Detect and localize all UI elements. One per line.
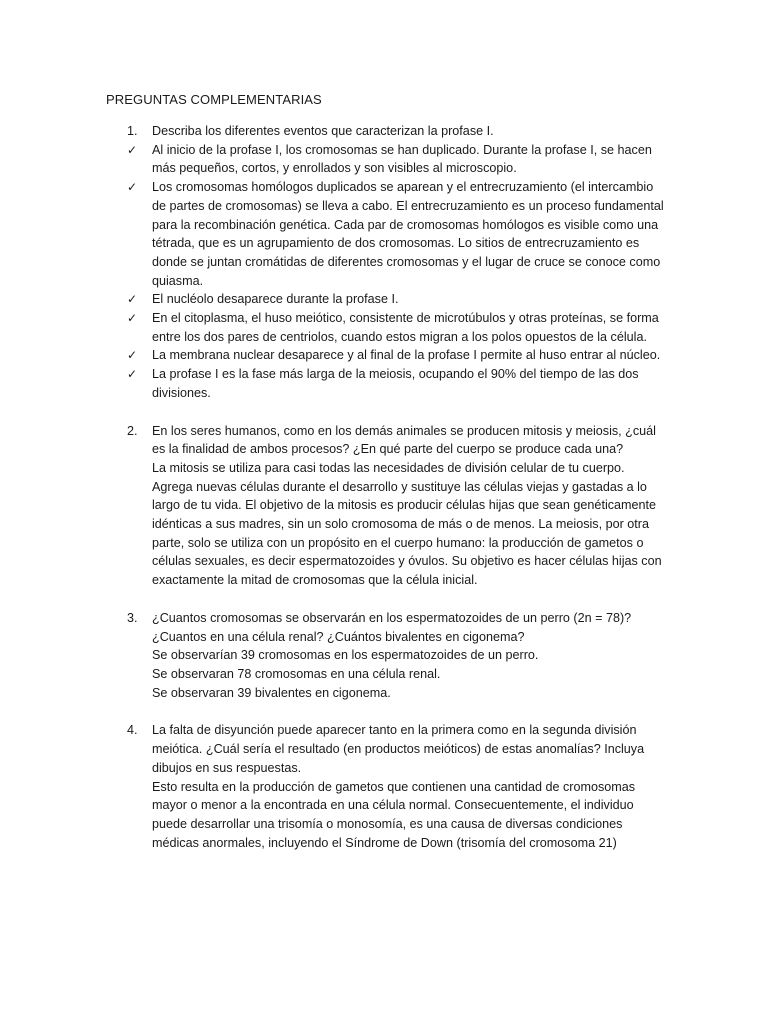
checkmark-icon: ✓ bbox=[127, 348, 138, 363]
question-number: 4. bbox=[127, 723, 138, 738]
question-text: ¿Cuantos cromosomas se observarán en los espermatozoides de un perro (2n = 78)? bbox=[152, 610, 632, 625]
spacer bbox=[106, 702, 666, 721]
question-text: La falta de disyunción puede aparecer tanto en la primera como en la segunda división meiótica. ¿Cuál sería el resultado (en productos meióticos) de estas anomalías? Incluya dibujos en sus respuestas. bbox=[152, 723, 645, 775]
answer-item bbox=[106, 346, 666, 365]
checkmark-icon: ✓ bbox=[127, 367, 138, 382]
answer-text: La profase I es la fase más larga de la meiosis, ocupando el 90% del tiempo de las dos divisiones. bbox=[152, 367, 639, 400]
question-3 bbox=[106, 609, 666, 628]
answer-text: En el citoplasma, el huso meiótico, consistente de microtúbulos y otras proteínas, se forma entre los dos pares de centriolos, cuando estos migran a los polos opuestos de la célula. bbox=[152, 311, 659, 344]
spacer bbox=[106, 403, 666, 422]
answer-text: El nucléolo desaparece durante la profase I. bbox=[152, 292, 399, 307]
answer-item bbox=[106, 178, 666, 290]
answer-item bbox=[106, 365, 666, 402]
document-title: PREGUNTAS COMPLEMENTARIAS bbox=[106, 92, 322, 107]
answer-text: Los cromosomas homólogos duplicados se aparean y el entrecruzamiento (el intercambio de partes de cromosomas) se lleva a cabo. El entrecruzamiento es un proceso fundamental para la recombinación genética. Cada par de cromosomas homólogos es visible como una tétrada, que es un agrupamiento de dos cromosomas. Lo sitios de entrecruzamiento es donde se juntan cromátidas de diferentes cromosomas y el lugar de cruce se conoce como quiasma. bbox=[152, 180, 664, 288]
checkmark-icon: ✓ bbox=[127, 292, 138, 307]
answer-line: Se observarían 39 cromosomas en los espermatozoides de un perro. bbox=[152, 648, 539, 663]
checkmark-icon: ✓ bbox=[127, 142, 138, 157]
answer-item bbox=[106, 141, 666, 178]
question-number: 3. bbox=[127, 610, 138, 625]
answer-paragraph: Esto resulta en la producción de gametos que contienen una cantidad de cromosomas mayor o menor a la encontrada en una célula normal. Consecuentemente, el individuo puede desarrollar una trisomía o monosomía, es una causa de diversas condiciones médicas anormales, incluyendo el Síndrome de Down (trisomía del cromosoma 21) bbox=[152, 779, 636, 850]
answer-item bbox=[106, 290, 666, 309]
question-number: 2. bbox=[127, 423, 138, 438]
spacer bbox=[106, 590, 666, 609]
document-body bbox=[106, 122, 666, 852]
answer-text: La membrana nuclear desaparece y al final de la profase I permite al huso entrar al núcleo. bbox=[152, 348, 661, 363]
question-1 bbox=[106, 122, 666, 141]
answer-item bbox=[106, 309, 666, 346]
answer-text: Al inicio de la profase I, los cromosomas se han duplicado. Durante la profase I, se hacen más pequeños, cortos, y enrollados y son visibles al microscopio. bbox=[152, 142, 652, 176]
question-text: En los seres humanos, como en los demás animales se producen mitosis y meiosis, ¿cuál es la finalidad de ambos procesos? ¿En qué parte del cuerpo se produce cada una? bbox=[152, 423, 656, 457]
question-4 bbox=[106, 721, 666, 777]
answer-paragraph: La mitosis se utiliza para casi todas las necesidades de división celular de tu cuerpo. Agrega nuevas células durante el desarrollo y sustituye las células viejas y gastadas a lo largo de tu vida. El objetivo de la mitosis es producir células hijas que sean genéticamente idénticas a sus madres, sin un solo cromosoma de más o de menos. La meiosis, por otra parte, solo se utiliza con un propósito en el cuerpo humano: la producción de gametos o células sexuales, es decir espermatozoides y óvulos. Su objetivo es hacer células hijas con exactamente la mitad de cromosomas que la célula inicial. bbox=[152, 460, 662, 588]
question-text: ¿Cuantos en una célula renal? ¿Cuántos bivalentes en cigonema? bbox=[152, 629, 525, 644]
question-2 bbox=[106, 422, 666, 459]
question-number: 1. bbox=[127, 124, 138, 138]
checkmark-icon: ✓ bbox=[127, 311, 138, 326]
answer-line: Se observaran 78 cromosomas en una célula renal. bbox=[152, 666, 441, 681]
answer-line: Se observaran 39 bivalentes en cigonema. bbox=[152, 685, 391, 700]
checkmark-icon: ✓ bbox=[127, 180, 138, 195]
question-text: Describa los diferentes eventos que caracterizan la profase I. bbox=[152, 124, 494, 138]
